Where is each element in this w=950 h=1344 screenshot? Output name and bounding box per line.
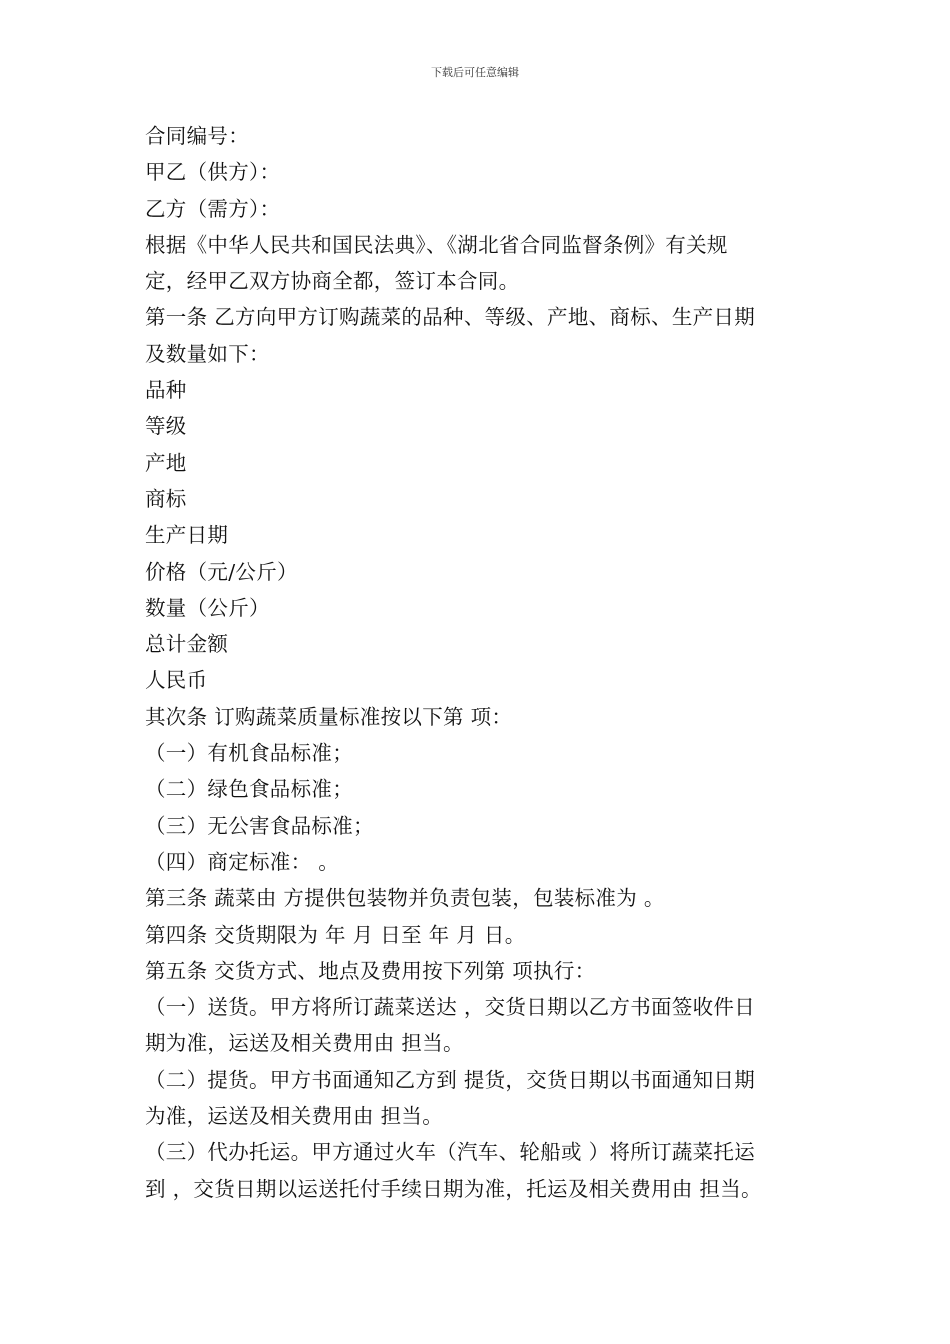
article-1-line: 第一条 乙方向甲方订购蔬菜的品种、等级、产地、商标、生产日期 xyxy=(145,305,756,330)
article-2-line: 其次条 订购蔬菜质量标准按以下第 项： xyxy=(145,704,513,729)
field-price: 价格（元/公斤） xyxy=(145,559,298,584)
field-currency: 人民币 xyxy=(145,668,208,693)
article-5-option: （二）提货。甲方书面通知乙方到 提货，交货日期以书面通知日期 xyxy=(145,1067,756,1092)
article-3-line: 第三条 蔬菜由 方提供包装物并负责包装，包装标准为 。 xyxy=(145,886,665,911)
field-quantity: 数量（公斤） xyxy=(145,595,270,620)
party-b-line: 乙方（需方）： xyxy=(145,196,281,221)
article-5-option: 期为准，运送及相关费用由 担当。 xyxy=(145,1031,464,1056)
article-5-option: 到 ，交货日期以运送托付手续日期为准，托运及相关费用由 担当。 xyxy=(145,1176,762,1201)
article-2-option: （一）有机食品标准； xyxy=(145,741,353,766)
article-2-option: （四）商定标准： 。 xyxy=(145,849,340,874)
field-trademark: 商标 xyxy=(145,486,187,511)
field-origin: 产地 xyxy=(145,450,187,475)
field-variety: 品种 xyxy=(145,378,187,403)
article-4-line: 第四条 交货期限为 年 月 日至 年 月 日。 xyxy=(145,922,526,947)
article-5-line: 第五条 交货方式、地点及费用按下列第 项执行： xyxy=(145,958,596,983)
contract-body xyxy=(145,118,810,1207)
preamble-line: 根据《中华人民共和国民法典》、《湖北省合同监督条例》有关规 xyxy=(145,232,728,257)
article-2-option: （二）绿色食品标准； xyxy=(145,777,353,802)
field-total-amount: 总计金额 xyxy=(145,632,229,657)
article-5-option: （三）代办托运。甲方通过火车（汽车、轮船或 ）将所订蔬菜托运 xyxy=(145,1140,756,1165)
article-5-option: 为准，运送及相关费用由 担当。 xyxy=(145,1104,444,1129)
field-production-date: 生产日期 xyxy=(145,523,229,548)
article-1-line: 及数量如下： xyxy=(145,341,270,366)
page-header: 下载后可任意编辑 xyxy=(431,66,519,79)
field-grade: 等级 xyxy=(145,414,187,439)
preamble-line: 定，经甲乙双方协商全都，签订本合同。 xyxy=(145,269,520,294)
article-5-option: （一）送货。甲方将所订蔬菜送达 ，交货日期以乙方书面签收件日 xyxy=(145,995,756,1020)
article-2-option: （三）无公害食品标准； xyxy=(145,813,374,838)
party-a-line: 甲乙（供方）： xyxy=(145,160,281,185)
contract-number-line: 合同编号： xyxy=(145,124,249,148)
